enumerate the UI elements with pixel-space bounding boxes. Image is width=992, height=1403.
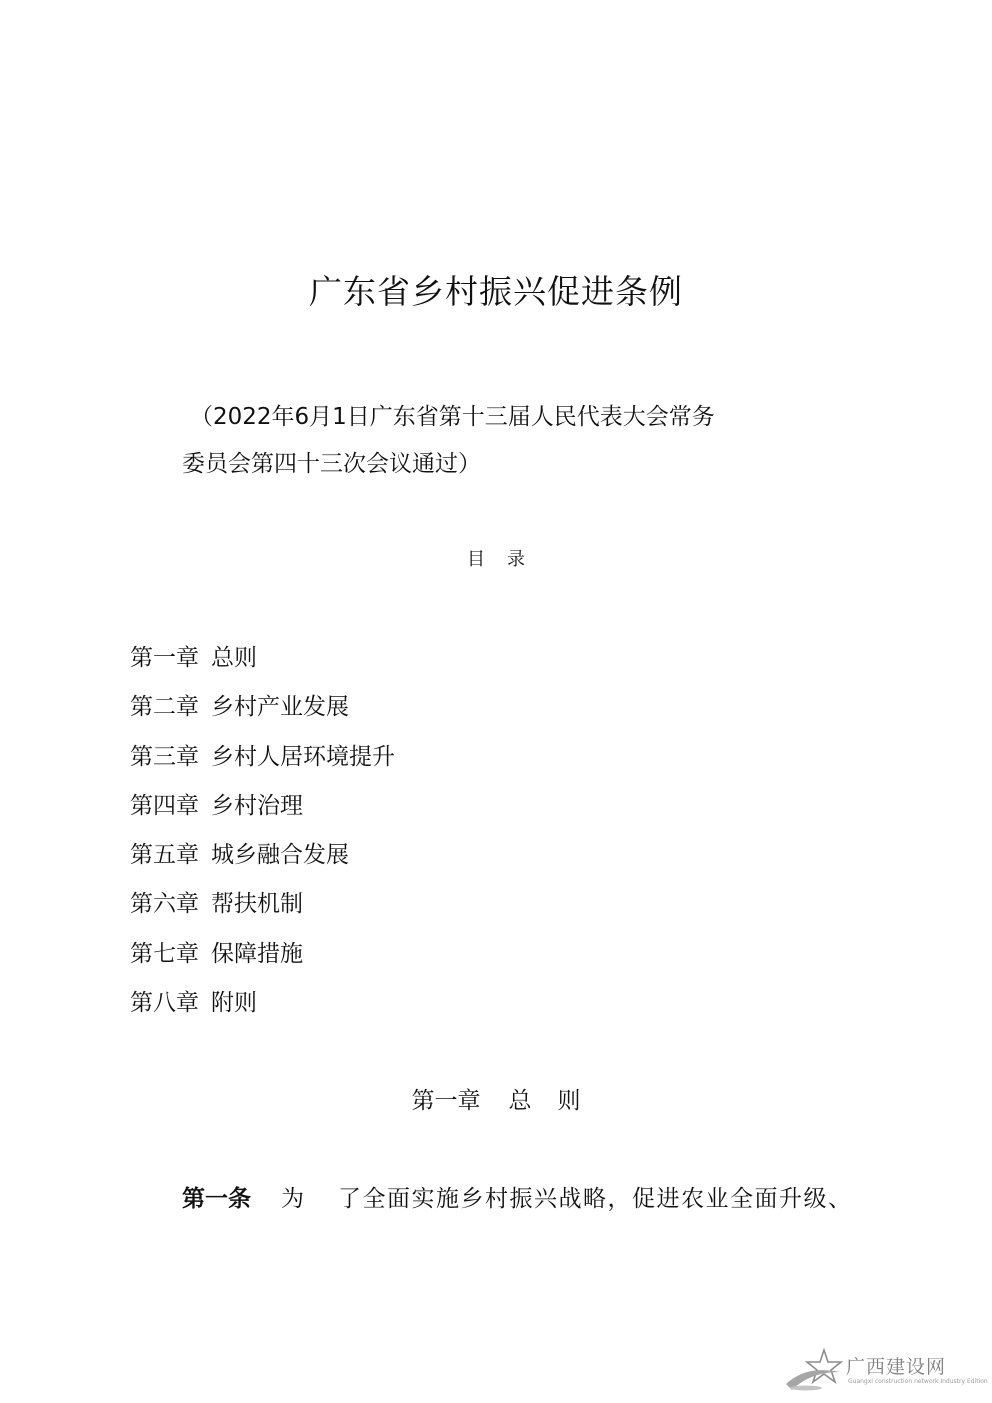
chapter-name-char-2: 则 [557,1088,581,1114]
watermark-subtitle: Guangxi construction network Industry Edition [848,1378,988,1385]
toc-chapter-number: 第四章 [130,792,199,819]
toc-item [130,884,395,933]
chapter-number: 第一章 [411,1088,481,1114]
adoption-note [182,394,822,488]
toc-item [130,835,395,884]
toc-heading-char-2: 录 [507,549,525,570]
toc-chapter-name: 总则 [211,645,257,671]
toc-chapter-number: 第六章 [130,891,199,918]
article-paragraph [182,1182,853,1216]
toc-chapter-number: 第三章 [130,743,199,770]
toc-chapter-number: 第八章 [130,990,199,1017]
toc-chapter-name: 城乡融合发展 [211,842,349,869]
article-text: 了全面实施乡村振兴战略，促进农业全面升级、 [338,1186,853,1212]
toc-item [130,687,395,736]
document-title: 广东省乡村振兴促进条例 [309,272,683,311]
chapter-heading [0,1084,992,1118]
toc-item [130,786,395,835]
toc-item [130,983,395,1032]
toc-chapter-name: 帮扶机制 [211,891,303,918]
toc-chapter-number: 第七章 [130,940,199,967]
toc-heading-char-1: 目 [467,549,485,570]
toc-chapter-name: 乡村人居环境提升 [211,743,395,770]
toc-heading [0,548,992,572]
watermark-text: 广西建设网 [846,1356,947,1378]
toc-item [130,638,395,687]
table-of-contents [130,638,395,1032]
toc-item [130,737,395,786]
toc-item [130,934,395,983]
article-first-char: 为 [281,1186,304,1212]
article-label: 第一条 [182,1186,251,1212]
toc-chapter-number: 第一章 [130,645,199,671]
star-swoosh-logo-icon [784,1348,846,1392]
toc-chapter-name: 乡村产业发展 [211,694,349,721]
adoption-note-line-1: （2022年6月1日广东省第十三届人民代表大会常务 [190,404,715,430]
toc-chapter-name: 乡村治理 [211,792,303,819]
toc-chapter-name: 保障措施 [211,940,303,967]
toc-chapter-name: 附则 [211,990,257,1017]
toc-chapter-number: 第二章 [130,694,199,721]
adoption-note-line-2: 委员会第四十三次会议通过） [182,451,481,477]
toc-chapter-number: 第五章 [130,842,199,869]
chapter-name-char-1: 总 [508,1088,532,1114]
watermark [780,1346,988,1394]
